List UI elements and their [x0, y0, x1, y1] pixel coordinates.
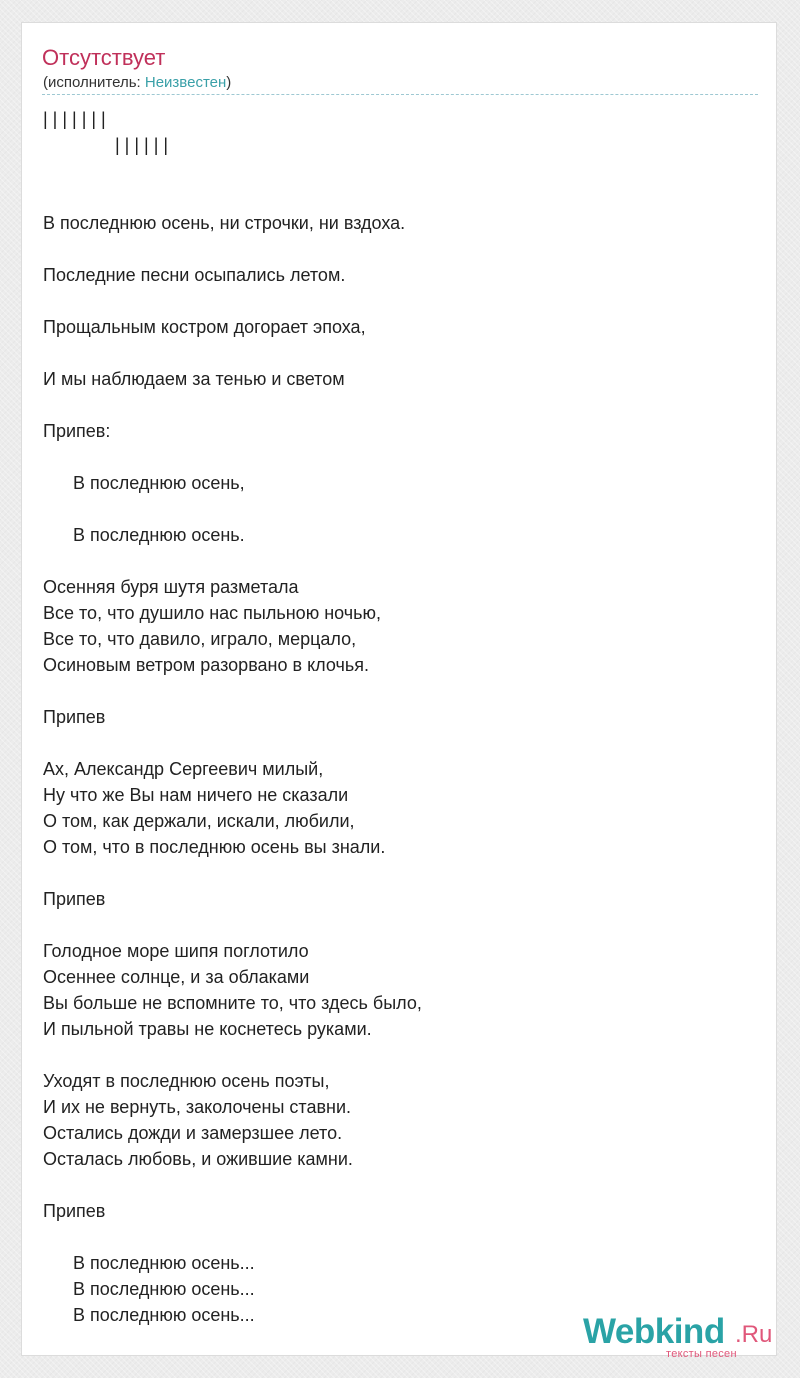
lyrics-text [43, 210, 743, 1328]
lyric-line: Припев: [43, 421, 111, 441]
tab-line-2: | | | | | | [115, 135, 169, 155]
lyric-line: О том, как держали, искали, любили, [43, 811, 355, 831]
lyric-line: В последнюю осень... [73, 1253, 255, 1273]
lyric-blank-line [43, 860, 743, 886]
lyric-line: Все то, что душило нас пыльною ночью, [43, 603, 382, 623]
logo-tld: .Ru [735, 1321, 773, 1348]
tab-notation [43, 106, 168, 158]
lyric-blank-line [43, 496, 743, 522]
lyric-line: Припев [43, 1201, 106, 1221]
lyric-line: В последнюю осень... [73, 1305, 255, 1325]
lyric-line: В последнюю осень... [73, 1279, 255, 1299]
lyric-line: Вы больше не вспомните то, что здесь было, [43, 993, 422, 1013]
performer-prefix: (исполнитель: [43, 74, 145, 91]
song-title: Отсутствует [42, 45, 166, 70]
header-divider [42, 94, 758, 95]
lyric-blank-line [43, 392, 743, 418]
lyric-line: И пыльной травы не коснетесь руками. [43, 1019, 372, 1039]
lyric-line: Прощальным костром догорает эпоха, [43, 317, 366, 337]
lyric-line: Припев [43, 889, 106, 909]
lyric-blank-line [43, 444, 743, 470]
lyrics-card [21, 22, 777, 1360]
performer-line [43, 74, 231, 92]
tab-line-1: | | | | | | | [43, 109, 106, 129]
lyric-line: О том, что в последнюю осень вы знали. [43, 837, 386, 857]
lyric-blank-line [43, 1172, 743, 1198]
lyric-line: Голодное море шипя поглотило [43, 941, 309, 961]
performer-suffix: ) [226, 74, 232, 91]
webkind-logo[interactable] [583, 1305, 783, 1361]
lyric-blank-line [43, 730, 743, 756]
lyric-blank-line [43, 340, 743, 366]
lyric-line: И мы наблюдаем за тенью и светом [43, 369, 345, 389]
lyric-line: Осиновым ветром разорвано в клочья. [43, 655, 369, 675]
lyric-line: В последнюю осень, ни строчки, ни вздоха. [43, 213, 406, 233]
lyric-line: Осталась любовь, и ожившие камни. [43, 1149, 353, 1169]
lyric-line: Уходят в последнюю осень поэты, [43, 1071, 330, 1091]
lyric-blank-line [43, 912, 743, 938]
lyric-line: И их не вернуть, заколочены ставни. [43, 1097, 352, 1117]
lyric-line: Последние песни осыпались летом. [43, 265, 346, 285]
lyric-line: Припев [43, 707, 106, 727]
lyric-line: В последнюю осень. [73, 525, 245, 545]
performer-link[interactable]: Неизвестен [144, 74, 227, 91]
logo-tagline: тексты песен [666, 1348, 737, 1360]
lyric-line: Ах, Александр Сергеевич милый, [43, 759, 324, 779]
lyric-line: Ну что же Вы нам ничего не сказали [43, 785, 349, 805]
lyric-line: Осенняя буря шутя разметала [43, 577, 299, 597]
lyric-line: Все то, что давило, играло, мерцало, [43, 629, 357, 649]
lyric-line: Осеннее солнце, и за облаками [43, 967, 310, 987]
lyric-line: Остались дожди и замерзшее лето. [43, 1123, 343, 1143]
lyric-line: В последнюю осень, [73, 473, 245, 493]
lyric-blank-line [43, 1224, 743, 1250]
lyric-blank-line [43, 548, 743, 574]
logo-brand: Webkind [583, 1312, 725, 1351]
lyric-blank-line [43, 288, 743, 314]
lyric-blank-line [43, 236, 743, 262]
lyric-blank-line [43, 678, 743, 704]
lyric-blank-line [43, 1042, 743, 1068]
